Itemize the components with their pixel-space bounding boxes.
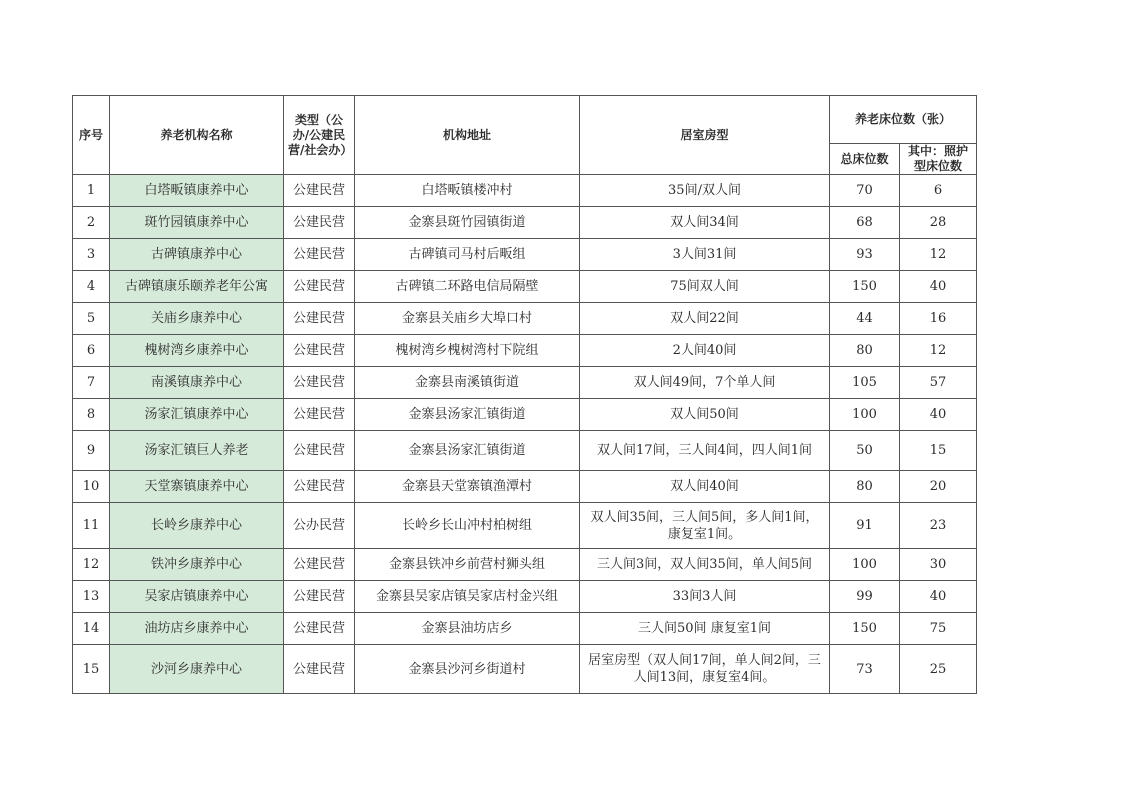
row-care-beds: 28 [900,207,977,239]
row-total-beds: 50 [830,431,900,471]
table-row [73,645,977,694]
row-type: 公办民营 [284,503,355,549]
header-total-beds: 总床位数 [830,144,900,175]
row-type: 公建民营 [284,581,355,613]
header-index: 序号 [73,96,110,175]
row-name: 槐树湾乡康养中心 [110,335,284,367]
row-total-beds: 105 [830,367,900,399]
row-name: 沙河乡康养中心 [110,645,284,694]
row-index: 4 [73,271,110,303]
row-address: 金寨县汤家汇镇街道 [355,399,580,431]
row-total-beds: 70 [830,175,900,207]
header-type: 类型（公办/公建民营/社会办） [284,96,355,175]
row-name: 古碑镇康乐颐养老年公寓 [110,271,284,303]
row-care-beds: 75 [900,613,977,645]
row-index: 11 [73,503,110,549]
row-address: 白塔畈镇楼冲村 [355,175,580,207]
row-index: 2 [73,207,110,239]
row-address: 金寨县铁冲乡前营村狮头组 [355,549,580,581]
row-address: 金寨县沙河乡街道村 [355,645,580,694]
table-row [73,175,977,207]
row-room-type: 双人间40间 [580,471,830,503]
table-row [73,239,977,271]
row-room-type: 33间3人间 [580,581,830,613]
row-name: 吴家店镇康养中心 [110,581,284,613]
row-index: 15 [73,645,110,694]
row-type: 公建民营 [284,335,355,367]
row-type: 公建民营 [284,303,355,335]
row-care-beds: 40 [900,271,977,303]
row-total-beds: 68 [830,207,900,239]
table-row [73,271,977,303]
header-care-beds: 其中：照护型床位数 [900,144,977,175]
header-beds-group: 养老床位数（张） [830,96,977,144]
row-name: 汤家汇镇巨人养老 [110,431,284,471]
header-room-type: 居室房型 [580,96,830,175]
header-address: 机构地址 [355,96,580,175]
row-name: 关庙乡康养中心 [110,303,284,335]
row-care-beds: 25 [900,645,977,694]
row-index: 3 [73,239,110,271]
row-name: 天堂寨镇康养中心 [110,471,284,503]
row-type: 公建民营 [284,175,355,207]
row-total-beds: 80 [830,471,900,503]
row-room-type: 双人间50间 [580,399,830,431]
row-address: 金寨县关庙乡大埠口村 [355,303,580,335]
elderly-care-institutions-table [72,95,977,694]
table-row [73,503,977,549]
row-index: 13 [73,581,110,613]
row-address: 金寨县斑竹园镇街道 [355,207,580,239]
row-care-beds: 12 [900,335,977,367]
row-address: 金寨县汤家汇镇街道 [355,431,580,471]
row-index: 14 [73,613,110,645]
row-index: 12 [73,549,110,581]
row-index: 6 [73,335,110,367]
row-room-type: 双人间35间，三人间5间，多人间1间，康复室1间。 [580,503,830,549]
row-care-beds: 12 [900,239,977,271]
row-total-beds: 93 [830,239,900,271]
row-care-beds: 6 [900,175,977,207]
row-index: 8 [73,399,110,431]
table-row [73,549,977,581]
row-name: 白塔畈镇康养中心 [110,175,284,207]
table-row [73,399,977,431]
header-row [73,96,977,144]
row-address: 古碑镇二环路电信局隔壁 [355,271,580,303]
row-index: 10 [73,471,110,503]
table-row [73,207,977,239]
row-type: 公建民营 [284,613,355,645]
row-care-beds: 57 [900,367,977,399]
row-name: 铁冲乡康养中心 [110,549,284,581]
row-type: 公建民营 [284,645,355,694]
table-row [73,367,977,399]
row-address: 古碑镇司马村后畈组 [355,239,580,271]
row-total-beds: 100 [830,399,900,431]
row-care-beds: 23 [900,503,977,549]
row-room-type: 35间/双人间 [580,175,830,207]
row-address: 金寨县吴家店镇吴家店村金兴组 [355,581,580,613]
row-room-type: 2人间40间 [580,335,830,367]
table-row [73,431,977,471]
row-total-beds: 91 [830,503,900,549]
row-type: 公建民营 [284,239,355,271]
row-index: 5 [73,303,110,335]
row-type: 公建民营 [284,367,355,399]
row-name: 斑竹园镇康养中心 [110,207,284,239]
row-room-type: 3人间31间 [580,239,830,271]
row-care-beds: 20 [900,471,977,503]
row-room-type: 三人间50间 康复室1间 [580,613,830,645]
table-row [73,581,977,613]
row-type: 公建民营 [284,549,355,581]
row-total-beds: 99 [830,581,900,613]
row-type: 公建民营 [284,399,355,431]
row-total-beds: 150 [830,613,900,645]
row-address: 槐树湾乡槐树湾村下院组 [355,335,580,367]
table-row [73,613,977,645]
row-address: 金寨县天堂寨镇渔潭村 [355,471,580,503]
row-type: 公建民营 [284,271,355,303]
row-total-beds: 100 [830,549,900,581]
row-room-type: 居室房型（双人间17间，单人间2间，三人间13间，康复室4间。 [580,645,830,694]
row-index: 7 [73,367,110,399]
row-total-beds: 80 [830,335,900,367]
row-care-beds: 40 [900,581,977,613]
table-row [73,335,977,367]
row-room-type: 75间双人间 [580,271,830,303]
row-room-type: 双人间34间 [580,207,830,239]
row-room-type: 双人间17间，三人间4间，四人间1间 [580,431,830,471]
row-name: 长岭乡康养中心 [110,503,284,549]
row-address: 长岭乡长山冲村柏树组 [355,503,580,549]
row-type: 公建民营 [284,431,355,471]
row-type: 公建民营 [284,471,355,503]
row-care-beds: 16 [900,303,977,335]
row-index: 1 [73,175,110,207]
row-name: 油坊店乡康养中心 [110,613,284,645]
table-row [73,303,977,335]
row-name: 汤家汇镇康养中心 [110,399,284,431]
row-total-beds: 44 [830,303,900,335]
row-name: 南溪镇康养中心 [110,367,284,399]
row-type: 公建民营 [284,207,355,239]
row-care-beds: 40 [900,399,977,431]
row-care-beds: 30 [900,549,977,581]
row-room-type: 三人间3间，双人间35间，单人间5间 [580,549,830,581]
row-name: 古碑镇康养中心 [110,239,284,271]
table-row [73,471,977,503]
row-index: 9 [73,431,110,471]
header-name: 养老机构名称 [110,96,284,175]
row-address: 金寨县南溪镇街道 [355,367,580,399]
row-room-type: 双人间49间，7个单人间 [580,367,830,399]
row-care-beds: 15 [900,431,977,471]
row-total-beds: 73 [830,645,900,694]
row-room-type: 双人间22间 [580,303,830,335]
row-address: 金寨县油坊店乡 [355,613,580,645]
row-total-beds: 150 [830,271,900,303]
